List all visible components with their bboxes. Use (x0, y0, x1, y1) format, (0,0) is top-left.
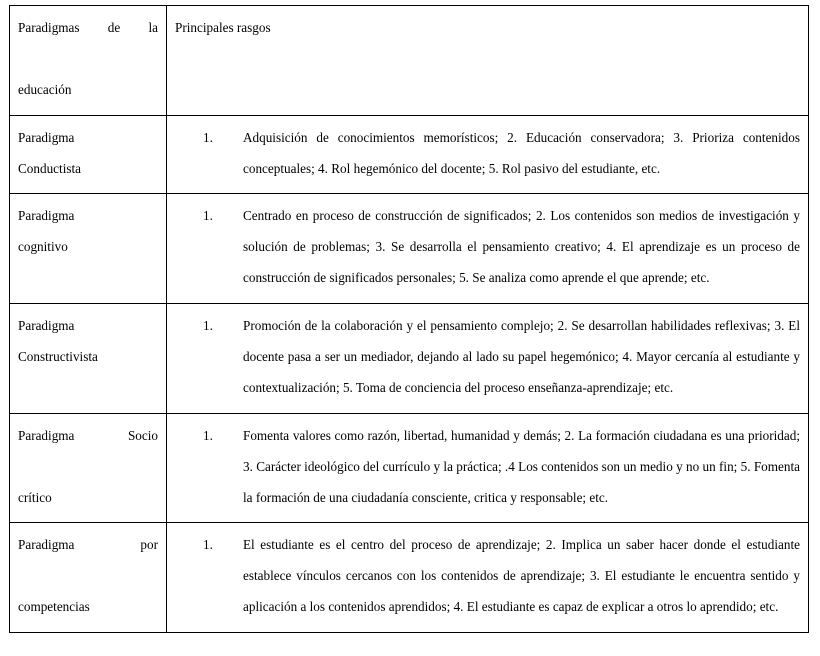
rasgos-list (175, 123, 800, 185)
list-marker: 1. (203, 318, 213, 334)
column-header-paradigmas-line1: Paradigmas de la (18, 20, 158, 35)
list-item (175, 421, 800, 514)
paradigma-line1: Paradigma por (18, 537, 158, 553)
list-marker: 1. (203, 208, 213, 224)
paradigms-table (9, 5, 809, 633)
list-item (175, 123, 800, 185)
table-header (10, 6, 809, 116)
list-item (175, 201, 800, 294)
table-body (10, 115, 809, 632)
table-header-row (10, 6, 809, 116)
column-header-paradigmas-line2: educación (18, 81, 72, 97)
cell-paradigma (10, 413, 167, 523)
paradigma-line2: cognitivo (18, 239, 68, 255)
paradigma-line2: crítico (18, 489, 52, 505)
table-row (10, 413, 809, 523)
cell-rasgos (167, 413, 809, 523)
list-marker: 1. (203, 129, 213, 145)
cell-paradigma (10, 194, 167, 304)
rasgos-list (175, 201, 800, 294)
list-item-text: El estudiante es el centro del proceso de aprendizaje; 2. Implica un saber hacer donde el estudiante establece vínculos cercanos con los contenidos de aprendizaje; 3. El estudiante le encuentra sentido y aplicación a los contenidos aprendidos; 4. El estudiante es capaz de explicar a otros lo aprendido; etc. (243, 537, 800, 615)
cell-paradigma (10, 304, 167, 414)
paradigma-line2: competencias (18, 599, 90, 615)
list-item-text: Adquisición de conocimientos memorísticos; 2. Educación conservadora; 3. Prioriza contenidos conceptuales; 4. Rol hegemónico del docente; 5. Rol pasivo del estudiante, etc. (243, 129, 800, 176)
paradigma-line1: Paradigma Socio (18, 427, 158, 443)
paradigma-line1: Paradigma (18, 129, 75, 145)
paradigma-line2: Constructivista (18, 349, 98, 365)
cell-rasgos (167, 115, 809, 194)
rasgos-list (175, 530, 800, 623)
paradigma-line1: Paradigma (18, 208, 75, 224)
cell-rasgos (167, 194, 809, 304)
list-item-text: Fomenta valores como razón, libertad, humanidad y demás; 2. La formación ciudadana es una prioridad; 3. Carácter ideológico del currículo y la práctica; .4 Los contenidos son un medio y no un fin; 5. Fomenta la formación de una ciudadanía consciente, critica y responsable; etc. (243, 427, 800, 505)
cell-rasgos (167, 304, 809, 414)
table-row (10, 194, 809, 304)
list-item (175, 311, 800, 404)
column-header-rasgos: Principales rasgos (167, 6, 809, 116)
list-marker: 1. (203, 427, 213, 443)
cell-rasgos (167, 523, 809, 633)
rasgos-list (175, 421, 800, 514)
cell-paradigma (10, 115, 167, 194)
table-row (10, 304, 809, 414)
column-header-paradigmas (10, 6, 167, 116)
paradigma-line2: Conductista (18, 160, 82, 176)
cell-paradigma (10, 523, 167, 633)
list-marker: 1. (203, 537, 213, 553)
list-item-text: Centrado en proceso de construcción de significados; 2. Los contenidos son medios de investigación y solución de problemas; 3. Se desarrolla el pensamiento creativo; 4. El aprendizaje es un proceso de construcción de significados personales; 5. Se analiza como aprende el que aprende; etc. (243, 208, 800, 286)
table-row (10, 523, 809, 633)
table-row (10, 115, 809, 194)
paradigma-line1: Paradigma (18, 318, 75, 334)
list-item-text: Promoción de la colaboración y el pensamiento complejo; 2. Se desarrollan habilidades reflexivas; 3. El docente pasa a ser un mediador, dejando al lado su papel hegemónico; 4. Mayor cercanía al estudiante y contextualización; 5. Toma de conciencia del proceso enseñanza-aprendizaje; etc. (243, 318, 800, 395)
rasgos-list (175, 311, 800, 404)
list-item (175, 530, 800, 623)
